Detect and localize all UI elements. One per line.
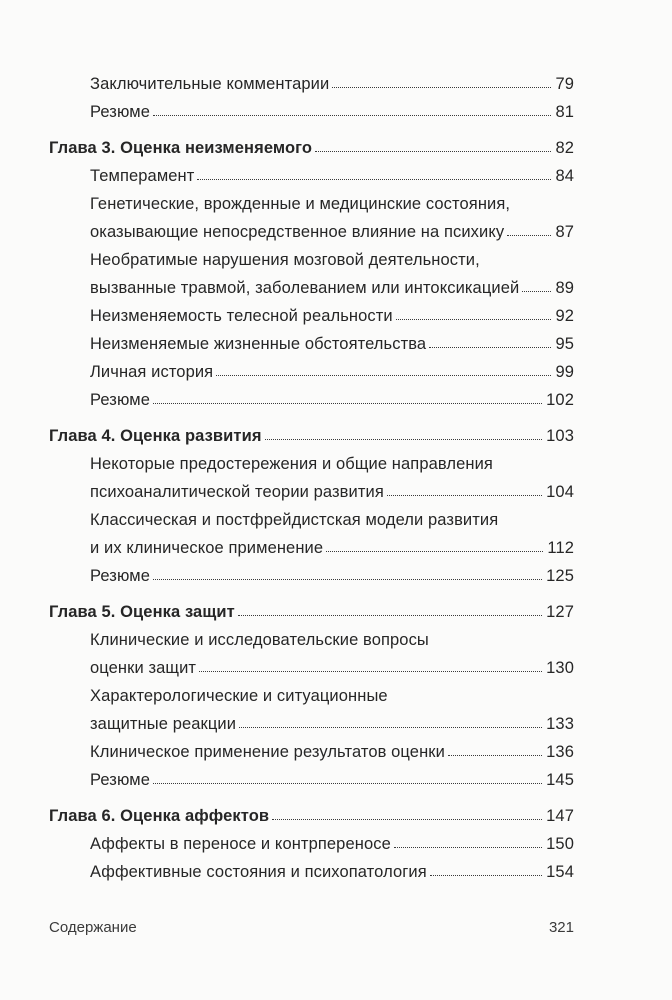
toc-entry-page: 104: [546, 483, 574, 501]
toc-entry-line: [90, 682, 574, 710]
toc-entry-title: Резюме: [90, 771, 150, 789]
dot-leader: [216, 370, 551, 376]
running-footer-title: Содержание: [49, 919, 137, 936]
toc-entry-title: оказывающие непосредственное влияние на психику: [90, 223, 505, 241]
toc-entry-title: и их клиническое применение: [90, 539, 324, 557]
toc-entry-page: 136: [546, 743, 574, 761]
toc-section-entry: [90, 626, 574, 682]
dot-leader: [197, 174, 551, 180]
toc-chapter-entry: [49, 134, 574, 162]
toc-entry-page: 154: [546, 863, 574, 881]
toc-entry-title: Классическая и постфрейдистская модели развития: [90, 511, 499, 529]
toc-section-entry: [90, 450, 574, 506]
toc-section-entry: [90, 246, 574, 302]
toc-entry-line: [90, 302, 574, 330]
toc-entry-page: 87: [555, 223, 574, 241]
toc-entry-page: 99: [555, 363, 574, 381]
toc-entry-page: 103: [546, 427, 574, 445]
toc-entry-line: [90, 738, 574, 766]
dot-leader: [153, 778, 542, 784]
toc-entry-page: 150: [546, 835, 574, 853]
toc-entry-page: 102: [546, 391, 574, 409]
toc-entry-line: [90, 710, 574, 738]
toc-entry-line: [90, 506, 574, 534]
toc-entry-line: [90, 478, 574, 506]
toc-entry-line: [90, 358, 574, 386]
toc-entry-title: Характерологические и ситуационные: [90, 687, 388, 705]
toc-section-entry: [90, 302, 574, 330]
toc-entry-page: 145: [546, 771, 574, 789]
dot-leader: [265, 434, 543, 440]
dot-leader: [507, 230, 551, 236]
toc-section-entry: [90, 738, 574, 766]
toc-section-entry: [90, 98, 574, 126]
toc-section-entry: [90, 190, 574, 246]
toc-entry-page: 82: [555, 139, 574, 157]
toc-entry-title: Неизменяемость телесной реальности: [90, 307, 393, 325]
toc-entry-title: Темперамент: [90, 167, 195, 185]
toc-entry-title: Заключительные комментарии: [90, 75, 330, 93]
toc-entry-page: 79: [555, 75, 574, 93]
toc-entry-page: 127: [546, 603, 574, 621]
toc-entry-line: [49, 598, 574, 626]
toc-entry-title: Глава 6. Оценка аффектов: [49, 807, 270, 825]
toc-entry-page: 147: [546, 807, 574, 825]
toc-entry-title: психоаналитической теории развития: [90, 483, 384, 501]
toc-entry-title: Личная история: [90, 363, 214, 381]
toc-entry-line: [49, 422, 574, 450]
dot-leader: [153, 574, 542, 580]
toc-entry-page: 89: [555, 279, 574, 297]
toc-entry-page: 133: [546, 715, 574, 733]
toc-entry-page: 95: [555, 335, 574, 353]
dot-leader: [522, 286, 551, 292]
toc-entry-page: 92: [555, 307, 574, 325]
toc-entry-title: Неизменяемые жизненные обстоятельства: [90, 335, 427, 353]
dot-leader: [272, 814, 542, 820]
toc-entry-title: Клинические и исследовательские вопросы: [90, 631, 429, 649]
toc-entry-line: [90, 766, 574, 794]
toc-entry-title: Резюме: [90, 391, 150, 409]
page-number: 321: [548, 919, 574, 936]
toc-entry-page: 130: [546, 659, 574, 677]
toc-entry-line: [90, 830, 574, 858]
toc-entry-title: Резюме: [90, 103, 150, 121]
toc-entry-title: Аффекты в переносе и контрпереносе: [90, 835, 391, 853]
toc-entry-title: Необратимые нарушения мозговой деятельности,: [90, 251, 480, 269]
toc-entry-line: [90, 98, 574, 126]
dot-leader: [429, 342, 551, 348]
toc-entry-line: [49, 802, 574, 830]
toc-section-entry: [90, 358, 574, 386]
toc-chapter-entry: [49, 598, 574, 626]
toc-entry-title: защитные реакции: [90, 715, 237, 733]
dot-leader: [387, 490, 542, 496]
dot-leader: [315, 146, 551, 152]
toc-section-entry: [90, 162, 574, 190]
toc-chapter-entry: [49, 802, 574, 830]
toc-entry-title: Клиническое применение результатов оценки: [90, 743, 445, 761]
toc-section-entry: [90, 682, 574, 738]
toc-entry-line: [90, 534, 574, 562]
dot-leader: [238, 610, 542, 616]
toc-section-entry: [90, 562, 574, 590]
toc-section-entry: [90, 830, 574, 858]
toc-entry-line: [90, 626, 574, 654]
toc-chapter-entry: [49, 422, 574, 450]
toc-entry-title: Резюме: [90, 567, 150, 585]
toc-section-entry: [90, 386, 574, 414]
toc-entry-title: Генетические, врожденные и медицинские состояния,: [90, 195, 511, 213]
toc-entry-page: 81: [555, 103, 574, 121]
dot-leader: [153, 110, 551, 116]
toc-entry-line: [90, 246, 574, 274]
toc-entry-line: [90, 330, 574, 358]
dot-leader: [396, 314, 552, 320]
toc-entry-line: [90, 562, 574, 590]
dot-leader: [448, 750, 542, 756]
dot-leader: [239, 722, 542, 728]
dot-leader: [199, 666, 542, 672]
toc-entry-title: Некоторые предостережения и общие направления: [90, 455, 493, 473]
toc-entry-line: [90, 450, 574, 478]
toc-entry-page: 112: [547, 539, 574, 557]
toc-section-entry: [90, 330, 574, 358]
toc-entry-line: [90, 386, 574, 414]
toc-entry-line: [90, 858, 574, 886]
toc-section-entry: [90, 766, 574, 794]
dot-leader: [430, 870, 542, 876]
toc-section-entry: [90, 506, 574, 562]
toc-entry-line: [90, 274, 574, 302]
toc-entry-title: Глава 5. Оценка защит: [49, 603, 235, 621]
toc-entry-line: [90, 190, 574, 218]
toc-section-entry: [90, 70, 574, 98]
toc-entry-line: [90, 70, 574, 98]
dot-leader: [394, 842, 542, 848]
toc-entry-title: вызванные травмой, заболеванием или интоксикацией: [90, 279, 520, 297]
toc-entry-title: Глава 3. Оценка неизменяемого: [49, 139, 313, 157]
toc-entry-title: оценки защит: [90, 659, 197, 677]
toc-entry-line: [90, 654, 574, 682]
dot-leader: [332, 82, 551, 88]
dot-leader: [326, 546, 543, 552]
toc-section-entry: [90, 858, 574, 886]
toc-entry-title: Глава 4. Оценка развития: [49, 427, 262, 445]
toc-entry-line: [90, 162, 574, 190]
toc-entry-page: 125: [546, 567, 574, 585]
toc-entry-line: [49, 134, 574, 162]
dot-leader: [153, 398, 542, 404]
toc-entry-page: 84: [555, 167, 574, 185]
toc-entry-line: [90, 218, 574, 246]
toc-entry-title: Аффективные состояния и психопатология: [90, 863, 427, 881]
